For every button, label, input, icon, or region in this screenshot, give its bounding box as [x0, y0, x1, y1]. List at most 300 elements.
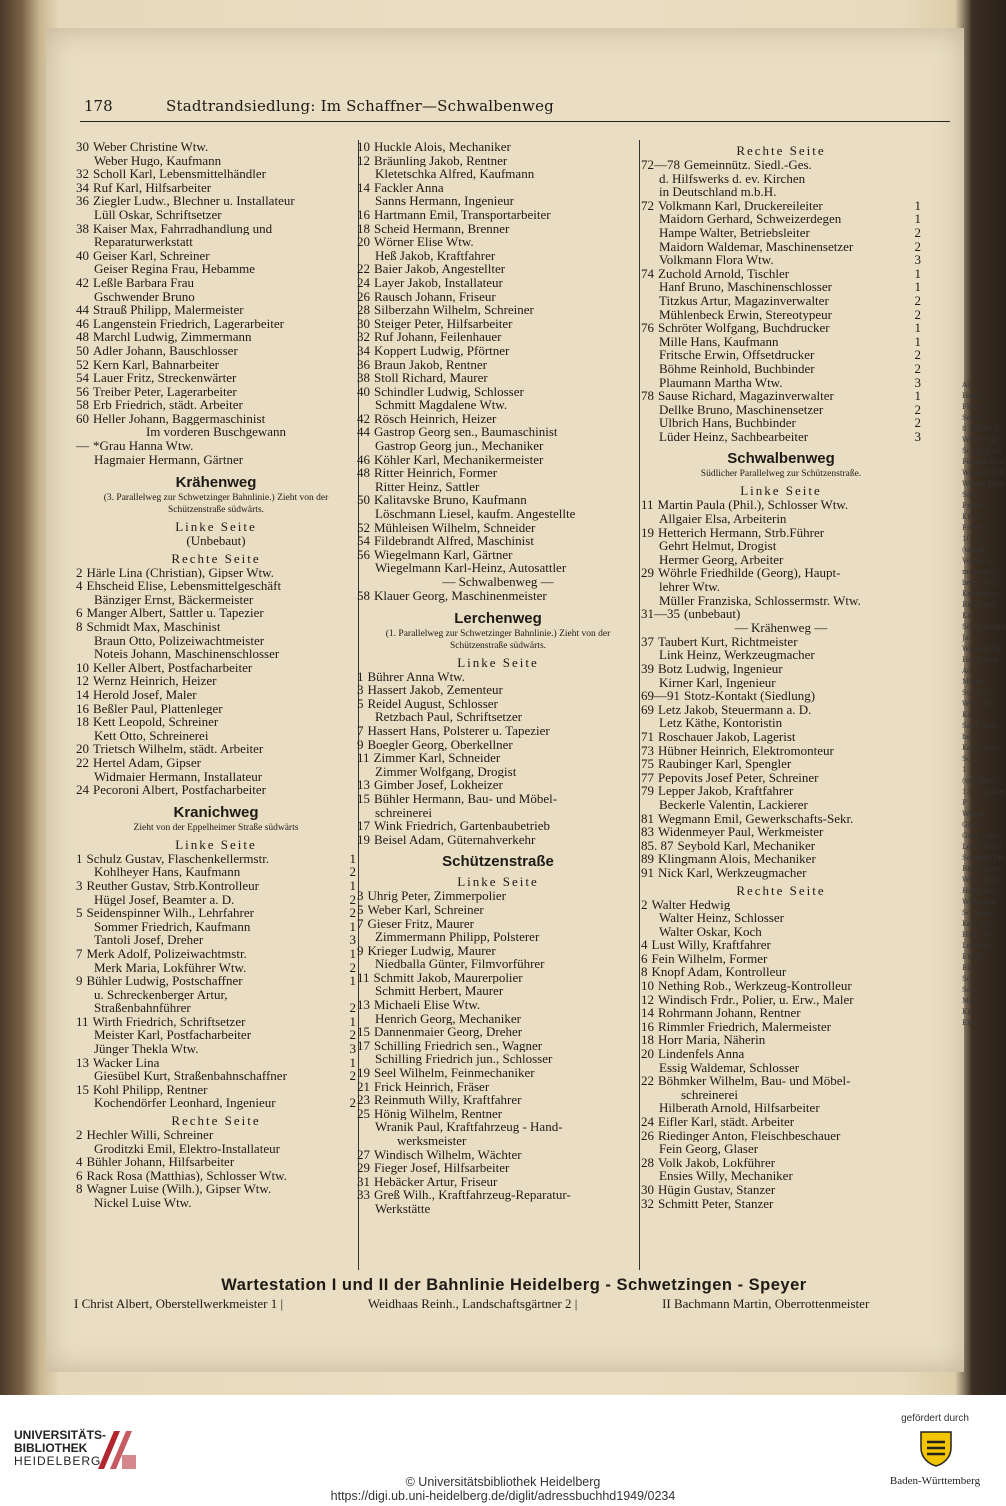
directory-entry	[641, 771, 921, 785]
column-1	[76, 140, 356, 1210]
resident-text: Ulbrich Hans, Buchbinder	[659, 416, 796, 430]
directory-entry	[357, 276, 639, 290]
house-number: 2	[76, 1128, 83, 1142]
directory-entry	[76, 606, 356, 620]
adjacent-page-text: 8 Weber G	[962, 425, 1000, 433]
directory-entry	[357, 425, 639, 439]
section-note: (Unbebaut)	[186, 532, 246, 548]
directory-entry	[76, 674, 356, 688]
directory-entry	[76, 1182, 356, 1196]
resident-text: Löschmann Liesel, kaufm. Angestellte	[375, 507, 576, 521]
resident-text: Beßler Paul, Plattenleger	[93, 701, 223, 716]
directory-entry	[357, 1161, 639, 1175]
directory-entry	[641, 1033, 921, 1047]
house-number: 77	[641, 770, 654, 785]
resident-text: werksmeister	[397, 1134, 467, 1148]
directory-entry	[357, 249, 639, 263]
resident-text: Lauer Fritz, Streckenwärter	[93, 371, 237, 385]
resident-text: Rack Rosa (Matthias), Schlosser Wtw.	[86, 1168, 287, 1183]
resident-text: Sanns Hermann, Ingenieur	[375, 194, 514, 208]
directory-entry	[357, 1148, 639, 1162]
house-number: 3	[76, 878, 83, 893]
directory-entry	[357, 1080, 639, 1094]
directory-entry	[76, 579, 356, 593]
resident-text: Huckle Alois, Mechaniker	[374, 140, 511, 154]
directory-entry	[641, 1183, 921, 1197]
directory-entry	[357, 670, 639, 684]
floor-number: 3	[914, 429, 921, 444]
resident-text: Sommer Friedrich, Kaufmann	[94, 919, 251, 934]
adjacent-page-text: Schmidt Fri	[962, 854, 1005, 862]
directory-entry	[76, 961, 356, 975]
directory-entry	[357, 507, 639, 521]
directory-entry	[76, 988, 356, 1002]
library-mark-icon	[94, 1425, 140, 1473]
resident-text: Gschwender Bruno	[94, 289, 195, 304]
resident-text: Langenstein Friedrich, Lagerarbeiter	[93, 316, 284, 331]
adjacent-page-edge	[962, 380, 1006, 1280]
directory-entry	[76, 1142, 356, 1156]
resident-text: Wranik Paul, Kraftfahrzeug - Hand-	[375, 1120, 563, 1134]
adjacent-page-text: Kruse Friedri	[962, 513, 987, 532]
directory-entry	[641, 825, 921, 839]
directory-entry	[76, 1169, 356, 1183]
directory-entry	[641, 253, 921, 267]
resident-text: Wernz Heinrich, Heizer	[93, 674, 217, 688]
directory-entry	[357, 534, 639, 548]
resident-text: Wegmann Emil, Gewerkschafts-Sekr.	[658, 811, 854, 826]
directory-entry	[641, 185, 921, 199]
directory-entry	[641, 376, 921, 390]
directory-entry	[76, 358, 356, 372]
house-number: 19	[357, 1066, 370, 1080]
directory-entry	[76, 1196, 356, 1210]
house-number: 2	[76, 565, 83, 580]
house-number: 56	[357, 547, 370, 562]
resident-text: Roschauer Jakob, Lagerist	[658, 729, 796, 744]
house-number: 44	[76, 303, 89, 317]
resident-text: Baier Jakob, Angestellter	[374, 262, 506, 276]
side-heading: Linke Seite	[175, 518, 257, 534]
resident-text: Schmidt Max, Maschinist	[86, 620, 221, 634]
directory-entry	[641, 689, 921, 703]
resident-text: Wacker Lina	[93, 1055, 160, 1070]
resident-text: Dannenmaier Georg, Dreher	[374, 1025, 523, 1039]
directory-entry	[641, 1169, 921, 1183]
resident-text: Letz Jakob, Steuermann a. D.	[658, 702, 812, 717]
adjacent-page-text: 10–20 (unbeb	[962, 535, 987, 554]
house-number: 40	[357, 384, 370, 399]
street-heading: Schwalbenweg	[727, 450, 835, 468]
adjacent-page-text: Förster Nor	[962, 458, 1004, 466]
house-number: 81	[641, 811, 654, 826]
resident-text: Hagmaier Hermann, Gärtner	[94, 453, 244, 467]
resident-text: Knopf Adam, Kontrolleur	[651, 965, 787, 980]
directory-entry	[76, 208, 356, 222]
resident-text: Bührer Anna Wtw.	[367, 669, 465, 684]
directory-entry	[357, 439, 639, 453]
resident-text: Kaiser Max, Fahrradhandlung und	[93, 221, 273, 236]
adjacent-page-text: Hahn M	[962, 931, 991, 939]
resident-text: u. Schreckenberger Artur,	[94, 987, 228, 1002]
house-number: 20	[641, 1047, 654, 1061]
directory-entry	[641, 866, 921, 880]
resident-text: Hartmann Emil, Transportarbeiter	[374, 207, 551, 222]
footer-entries	[74, 1296, 954, 1312]
floor-number: 1	[914, 266, 921, 281]
resident-text: Lüll Oskar, Schriftsetzer	[94, 207, 222, 222]
directory-entry	[641, 812, 921, 826]
resident-text: *Grau Hanna Wtw.	[93, 439, 194, 454]
resident-text: Beisel Adam, Güternahverkehr	[374, 832, 536, 847]
library-name-line: UNIVERSITÄTS-	[14, 1428, 107, 1442]
house-number: 42	[357, 411, 370, 426]
adjacent-page-text: Kirc	[962, 1008, 977, 1016]
directory-entry	[357, 792, 639, 806]
adjacent-page-text: Ruhmann Kar	[962, 601, 997, 620]
side-heading: Linke Seite	[740, 483, 822, 499]
directory-entry	[641, 993, 921, 1007]
adjacent-page-text: Ludwig	[962, 942, 989, 950]
resident-text: Weber Christine Wtw.	[93, 140, 209, 154]
resident-text: Steiger Peter, Hilfsarbeiter	[374, 316, 513, 331]
resident-text: Heß Jakob, Kraftfahrer	[375, 248, 496, 263]
adjacent-page-text: bergs e.G.	[962, 579, 999, 587]
directory-entry	[76, 1056, 356, 1070]
directory-entry	[641, 267, 921, 281]
directory-entry	[641, 898, 921, 912]
resident-text: Böhme Reinhold, Buchbinder	[659, 361, 815, 376]
resident-text: Nething Rob., Werkzeug-Kontrolleur	[658, 979, 852, 993]
floor-number: 1	[349, 1014, 356, 1029]
directory-entry	[641, 566, 921, 580]
header-rule	[80, 121, 950, 122]
adjacent-page-text: mossensc	[962, 568, 997, 576]
resident-text: Pepovits Josef Peter, Schreiner	[658, 770, 819, 785]
floor-number: 2	[349, 906, 356, 920]
resident-text: Seel Wilhelm, Feinmechaniker	[374, 1066, 535, 1080]
directory-entry	[76, 715, 356, 729]
resident-text: Lüder Heinz, Sachbearbeiter	[659, 429, 809, 444]
floor-number: 2	[349, 892, 356, 907]
directory-entry	[641, 839, 921, 853]
resident-text: in Deutschland m.b.H.	[659, 185, 777, 199]
directory-entry	[641, 635, 921, 649]
footer-entry: II Bachmann Martin, Oberrottenmeister	[662, 1296, 870, 1311]
resident-text: Kett Otto, Schreinerei	[94, 728, 209, 743]
directory-entry	[357, 944, 639, 958]
directory-entry	[357, 1025, 639, 1039]
directory-entry	[76, 140, 356, 154]
resident-text: Groditzki Emil, Elektro-Installateur	[94, 1141, 280, 1156]
house-number: 29	[357, 1161, 370, 1175]
directory-entry	[357, 290, 639, 304]
floor-number: 1	[914, 280, 921, 294]
directory-entry	[641, 952, 921, 966]
floor-number: 1	[914, 198, 921, 213]
floor-number: 2	[914, 293, 921, 308]
sponsor-name: Baden-Württemberg	[889, 1475, 981, 1487]
directory-entry	[76, 317, 356, 331]
house-number: 38	[357, 371, 370, 385]
directory-entry	[76, 783, 356, 797]
directory-entry	[641, 199, 921, 213]
directory-entry	[357, 697, 639, 711]
directory-entry	[357, 1175, 639, 1189]
house-number: 6	[76, 606, 83, 621]
house-number: 37	[641, 634, 654, 649]
house-number: 60	[76, 411, 89, 426]
directory-entry	[76, 1042, 356, 1056]
resident-text: lehrer Wtw.	[659, 580, 721, 594]
street-description: (3. Parallelweg zur Schwetzinger Bahnlinie.) Zieht von der Schützenstraße südwärts.	[103, 492, 329, 515]
directory-entry	[357, 317, 639, 331]
house-number: 7	[76, 946, 83, 961]
resident-text: Hübner Heinrich, Elektromonteur	[658, 743, 834, 758]
resident-text: Müller Franziska, Schlossermstr. Wtw.	[659, 593, 861, 608]
house-number: 30	[641, 1182, 654, 1197]
adjacent-page-text: Blan	[962, 964, 979, 972]
house-number: 26	[357, 289, 370, 304]
house-number: 50	[357, 493, 370, 508]
resident-text: (unbebaut)	[684, 607, 741, 621]
house-number: 14	[641, 1006, 654, 1020]
house-number: 1	[357, 669, 364, 684]
resident-text: Hassert Hans, Polsterer u. Tapezier	[367, 723, 550, 738]
resident-text: Seybold Karl, Mechaniker	[677, 838, 816, 853]
floor-number: 1	[914, 321, 921, 335]
floor-number: 3	[349, 1042, 356, 1056]
directory-entry	[641, 348, 921, 362]
resident-text: Schmitt Magdalene Wtw.	[375, 398, 508, 412]
directory-entry	[641, 594, 921, 608]
resident-text: Fieger Josef, Hilfsarbeiter	[374, 1161, 510, 1175]
directory-entry	[76, 371, 356, 385]
resident-text: Herold Josef, Maler	[93, 688, 197, 702]
resident-text: Ziegler Ludw., Blechner u. Installateur	[93, 194, 295, 208]
adjacent-page-text: 13 Schnabel P	[962, 788, 1006, 807]
directory-entry	[641, 172, 921, 186]
resident-text: Heller Johann, Baggermaschinist	[93, 411, 266, 426]
adjacent-page-text: Schw	[962, 414, 982, 422]
directory-entry	[76, 249, 356, 263]
resident-text: Boegler Georg, Oberkellner	[367, 737, 513, 752]
house-number: 18	[641, 1033, 654, 1048]
resident-text: Hügel Josef, Beamter a. D.	[94, 892, 235, 907]
house-number: 20	[357, 235, 370, 249]
directory-entry	[641, 798, 921, 812]
directory-entry	[641, 403, 921, 417]
directory-entry	[641, 539, 921, 553]
resident-text: Geiser Regina Frau, Hebamme	[94, 262, 256, 276]
resident-text: Uhrig Peter, Zimmerpolier	[367, 889, 506, 903]
house-number: 13	[76, 1055, 89, 1070]
house-number: 6	[76, 1168, 83, 1183]
directory-entry	[357, 917, 639, 931]
resident-text: Hetterich Hermann, Strb.Führer	[658, 525, 825, 540]
resident-text: Lindenfels Anna	[658, 1047, 745, 1061]
house-number: 58	[76, 398, 89, 412]
house-number: 16	[357, 207, 370, 222]
adjacent-page-text: Eisel	[962, 1019, 980, 1027]
directory-entry	[76, 729, 356, 743]
resident-text: Windisch Frdr., Polier, u. Erw., Maler	[658, 992, 854, 1007]
directory-entry	[357, 751, 639, 765]
adjacent-page-text: 1–11 (unbebau	[962, 766, 996, 785]
floor-number: 1	[349, 919, 356, 934]
floor-number: 1	[349, 946, 356, 961]
directory-entry	[641, 1061, 921, 1075]
directory-entry	[357, 303, 639, 317]
resident-text: Riedinger Anton, Fleischbeschauer	[658, 1128, 841, 1143]
resident-text: Hampe Walter, Betriebsleiter	[659, 225, 810, 240]
directory-entry	[357, 480, 639, 494]
house-number: 14	[357, 180, 370, 195]
house-number: 16	[76, 701, 89, 716]
house-number: 15	[357, 1025, 370, 1039]
resident-text: Seidenspinner Wilh., Lehrfahrer	[86, 906, 254, 920]
floor-number: 2	[914, 402, 921, 417]
side-heading: Linke Seite	[457, 654, 539, 670]
resident-text: Widenmeyer Paul, Werkmeister	[658, 825, 824, 839]
directory-entry	[76, 1128, 356, 1142]
resident-text: Kern Karl, Bahnarbeiter	[93, 357, 219, 372]
house-number: 7	[357, 723, 364, 738]
adjacent-page-text: Sch	[962, 755, 976, 763]
directory-entry	[357, 493, 639, 507]
directory-entry	[357, 1066, 639, 1080]
directory-entry	[357, 930, 639, 944]
resident-text: Kalitavske Bruno, Kaufmann	[374, 493, 527, 508]
adjacent-page-text: Weil Hilda	[962, 876, 999, 884]
directory-entry	[76, 906, 356, 920]
section-note: — Schwalbenweg —	[442, 574, 554, 589]
directory-entry	[641, 1142, 921, 1156]
house-number: 15	[76, 1082, 89, 1097]
house-number: 24	[357, 275, 370, 290]
floor-number: 2	[349, 960, 356, 975]
resident-text: Hönig Wilhelm, Rentner	[374, 1106, 503, 1121]
directory-entry	[76, 1028, 356, 1042]
adjacent-page-text: Sach Karl	[962, 722, 997, 730]
directory-entry	[76, 262, 356, 276]
directory-entry	[76, 412, 356, 426]
house-number: 74	[641, 266, 654, 281]
directory-entry	[76, 770, 356, 784]
directory-entry	[641, 1129, 921, 1143]
state-crest-icon	[917, 1428, 955, 1468]
house-number: 52	[76, 357, 89, 372]
resident-text: Reuther Gustav, Strb.Kontrolleur	[86, 878, 259, 893]
directory-entry	[76, 742, 356, 756]
house-number: 5	[357, 696, 364, 711]
directory-entry	[76, 222, 356, 236]
directory-entry	[357, 222, 639, 236]
house-number: 50	[76, 343, 89, 358]
house-number: 32	[357, 330, 370, 344]
copyright-notice: © Universitätsbibliothek Heidelberg	[405, 1475, 601, 1489]
resident-text: Wirth Friedrich, Schriftsetzer	[92, 1014, 246, 1029]
house-number: 54	[76, 371, 89, 385]
resident-text: Weber Karl, Schreiner	[367, 902, 484, 917]
house-number: 13	[357, 778, 370, 792]
resident-text: Frick Heinrich, Fräser	[374, 1079, 490, 1094]
floor-number: 3	[914, 253, 921, 267]
resident-text: schreinerei	[375, 805, 433, 820]
directory-entry	[357, 181, 639, 195]
house-number: 30	[76, 140, 89, 154]
directory-entry	[76, 1015, 356, 1029]
resident-text: Reinmuth Willy, Kraftfahrer	[374, 1093, 522, 1107]
house-number: 79	[641, 784, 654, 798]
directory-entry	[76, 181, 356, 195]
directory-entry	[357, 385, 639, 399]
house-number: 28	[357, 303, 370, 317]
footer-section	[74, 1274, 954, 1334]
digitization-footer	[0, 1395, 1006, 1506]
resident-text: Titzkus Artur, Magazinverwalter	[659, 293, 829, 308]
resident-text: Henrich Georg, Mechaniker	[375, 1011, 521, 1026]
permalink[interactable]: https://digi.ub.uni-heidelberg.de/diglit/adressbuchhd1949/0234	[330, 1489, 676, 1503]
resident-text: Kohlheyer Hans, Kaufmann	[94, 865, 241, 879]
resident-text: Ruf Karl, Hilfsarbeiter	[93, 180, 212, 195]
directory-entry	[641, 662, 921, 676]
directory-entry	[357, 833, 639, 847]
directory-entry	[357, 589, 639, 603]
adjacent-page-text: Lendt Erwi	[962, 843, 1002, 851]
resident-text: Gehrt Helmut, Drogist	[659, 539, 777, 553]
directory-entry	[641, 416, 921, 430]
resident-text: Greß Wilh., Kraftfahrzeug-Reparatur-	[374, 1188, 571, 1202]
directory-entry	[76, 661, 356, 675]
adjacent-page-text: Wenzel Jak	[962, 645, 1001, 653]
house-number: 72—78	[641, 158, 680, 172]
directory-entry	[641, 648, 921, 662]
adjacent-page-text: Witkowsk	[962, 898, 997, 906]
resident-text: Geiser Karl, Schreiner	[93, 248, 210, 263]
running-header	[84, 97, 944, 117]
directory-entry	[641, 280, 921, 294]
house-number: 8	[76, 1182, 83, 1196]
column-divider	[639, 140, 640, 1270]
house-number: 32	[76, 167, 89, 181]
street-heading: Kranichweg	[173, 803, 259, 821]
directory-entry	[357, 521, 639, 535]
floor-number: 2	[914, 348, 921, 362]
adjacent-page-text: Wittkirch Kar	[962, 700, 996, 719]
resident-text: Ritter Heinrich, Former	[374, 466, 498, 480]
directory-entry	[76, 276, 356, 290]
directory-entry	[357, 561, 639, 575]
directory-entry	[76, 947, 356, 961]
directory-entry	[357, 998, 639, 1012]
adjacent-page-text: hen Kellerman	[962, 733, 999, 752]
resident-text: Mühleisen Wilhelm, Schneider	[374, 520, 536, 535]
adjacent-page-text: Gaus Lissy	[962, 832, 1001, 840]
resident-text: Hebäcker Artur, Friseur	[374, 1174, 498, 1189]
directory-entry	[357, 1052, 639, 1066]
resident-text: Layer Jakob, Installateur	[374, 275, 503, 290]
directory-entry	[641, 1020, 921, 1034]
directory-entry	[76, 702, 356, 716]
directory-entry	[641, 607, 921, 621]
directory-entry	[641, 911, 921, 925]
resident-text: Bühler Johann, Hilfsarbeiter	[86, 1155, 235, 1169]
resident-text: Taubert Kurt, Richtmeister	[658, 634, 798, 649]
directory-entry	[76, 852, 356, 866]
resident-text: Hassert Jakob, Zementeur	[367, 683, 503, 697]
directory-entry	[641, 965, 921, 979]
